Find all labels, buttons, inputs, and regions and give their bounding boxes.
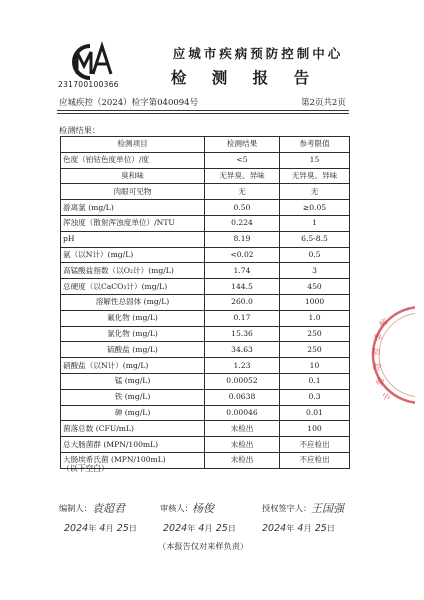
svg-text:控: 控	[372, 362, 382, 373]
row-param: 菌落总数 (CFU/mL)	[61, 421, 205, 437]
table-row	[61, 310, 350, 326]
svg-text:制: 制	[374, 376, 385, 388]
row-result: 1.23	[205, 358, 280, 374]
row-result: 15.36	[205, 326, 280, 342]
row-limit: 0.5	[280, 247, 350, 263]
table-row	[61, 405, 350, 421]
report-title: 检 测 报 告	[170, 68, 320, 87]
reviewer-date: 2024年 4月 25日	[163, 523, 236, 534]
editor-date: 2024年 4月 25日	[64, 523, 137, 534]
row-result: 未检出	[205, 421, 280, 437]
row-param: 色度（铂钴色度单位）/度	[61, 152, 205, 168]
org-name: 应城市疾病预防控制中心	[172, 46, 344, 61]
row-param: 总大肠菌群 (MPN/100mL)	[61, 437, 205, 453]
svg-text:病: 病	[377, 316, 389, 329]
signer-signature: 王国强	[311, 502, 344, 515]
row-limit: 无异臭、异味	[280, 168, 350, 184]
table-row	[61, 437, 350, 453]
table-row	[61, 247, 350, 263]
row-result: 0.224	[205, 215, 280, 231]
report-number: 应城疾控（2024）检字第040094号	[59, 98, 199, 108]
row-result: 1.74	[205, 263, 280, 279]
row-limit: 不应检出	[280, 452, 350, 468]
row-limit: ≥0.05	[280, 200, 350, 216]
row-param: pH	[61, 231, 205, 247]
blank-note: （以下空白）	[62, 464, 109, 473]
table-row	[61, 200, 350, 216]
row-param: 铁 (mg/L)	[61, 389, 205, 405]
row-limit: 不应检出	[280, 437, 350, 453]
table-row	[61, 342, 350, 358]
row-limit: 3	[280, 263, 350, 279]
table-row	[61, 215, 350, 231]
row-param: 总硬度（以CaCO₃计）(mg/L)	[61, 279, 205, 295]
row-param: 氟化物 (mg/L)	[61, 310, 205, 326]
row-result: 260.0	[205, 294, 280, 310]
row-result: 0.00052	[205, 373, 280, 389]
row-param: 浑浊度（散射浑浊度单位）/NTU	[61, 215, 205, 231]
table-row	[61, 279, 350, 295]
table-row	[61, 184, 350, 200]
header-result: 检测结果	[205, 137, 280, 153]
table-row	[61, 326, 350, 342]
row-result: 未检出	[205, 437, 280, 453]
table-row	[61, 231, 350, 247]
row-result: 144.5	[205, 279, 280, 295]
row-param: 锰 (mg/L)	[61, 373, 205, 389]
table-row	[61, 421, 350, 437]
row-param: 大肠埃希氏菌 (MPN/100mL)	[61, 452, 205, 468]
table-row	[61, 358, 350, 374]
row-limit: 6.5-8.5	[280, 231, 350, 247]
header-divider	[57, 110, 349, 111]
row-limit: 250	[280, 342, 350, 358]
results-table	[60, 136, 350, 469]
row-result: 0.0638	[205, 389, 280, 405]
svg-text:中: 中	[379, 391, 392, 403]
row-result: 8.19	[205, 231, 280, 247]
table-row	[61, 152, 350, 168]
editor-label: 编制人：	[59, 503, 92, 513]
row-limit: 450	[280, 279, 350, 295]
header-limit: 参考限值	[280, 137, 350, 153]
results-label: 检测结果：	[59, 125, 100, 135]
row-param: 氯化物 (mg/L)	[61, 326, 205, 342]
row-result: 无	[205, 184, 280, 200]
svg-text:防: 防	[372, 347, 382, 357]
official-seal	[355, 305, 415, 405]
row-result: 0.00046	[205, 405, 280, 421]
row-param: 臭和味	[61, 168, 205, 184]
row-limit: 1	[280, 215, 350, 231]
table-row	[61, 373, 350, 389]
row-param: 游离氯 (mg/L)	[61, 200, 205, 216]
header-divider-secondary	[57, 113, 349, 114]
row-limit: 1.0	[280, 310, 350, 326]
row-limit: 100	[280, 421, 350, 437]
row-limit: 0.3	[280, 389, 350, 405]
table-row	[61, 168, 350, 184]
header-item: 检测项目	[61, 137, 205, 153]
row-result: 34.63	[205, 342, 280, 358]
signer-label: 授权签字人：	[262, 503, 312, 513]
table-row	[61, 389, 350, 405]
editor-signature: 袁超君	[92, 502, 125, 515]
row-param: 高锰酸盐指数（以O₂计）(mg/L)	[61, 263, 205, 279]
table-header-row	[61, 137, 350, 153]
signer-date: 2024年 4月 25日	[262, 523, 335, 534]
row-limit: 10	[280, 358, 350, 374]
row-param: 肉眼可见物	[61, 184, 205, 200]
page-indicator: 第2页共2页	[301, 98, 346, 108]
row-limit: 0.01	[280, 405, 350, 421]
reviewer-signature: 杨俊	[192, 502, 214, 515]
row-param: 硝酸盐（以N计）(mg/L)	[61, 358, 205, 374]
row-limit: 0.1	[280, 373, 350, 389]
row-limit: 250	[280, 326, 350, 342]
svg-text:预: 预	[372, 331, 384, 343]
footer-note: （本报告仅对来样负责）	[158, 541, 249, 551]
row-param: 砷 (mg/L)	[61, 405, 205, 421]
table-row	[61, 294, 350, 310]
cma-logo	[60, 40, 116, 82]
row-result: 无异臭、异味	[205, 168, 280, 184]
cma-number: 231700100366	[58, 80, 119, 89]
table-row	[61, 263, 350, 279]
row-result: <5	[205, 152, 280, 168]
row-result: <0.02	[205, 247, 280, 263]
row-limit: 无	[280, 184, 350, 200]
row-limit: 15	[280, 152, 350, 168]
row-limit: 1000	[280, 294, 350, 310]
row-result: 未检出	[205, 452, 280, 468]
row-param: 氨（以N计）(mg/L)	[61, 247, 205, 263]
row-param: 溶解性总固体 (mg/L)	[61, 294, 205, 310]
row-result: 0.17	[205, 310, 280, 326]
row-param: 硫酸盐 (mg/L)	[61, 342, 205, 358]
row-result: 0.50	[205, 200, 280, 216]
reviewer-label: 审核人：	[160, 503, 193, 513]
